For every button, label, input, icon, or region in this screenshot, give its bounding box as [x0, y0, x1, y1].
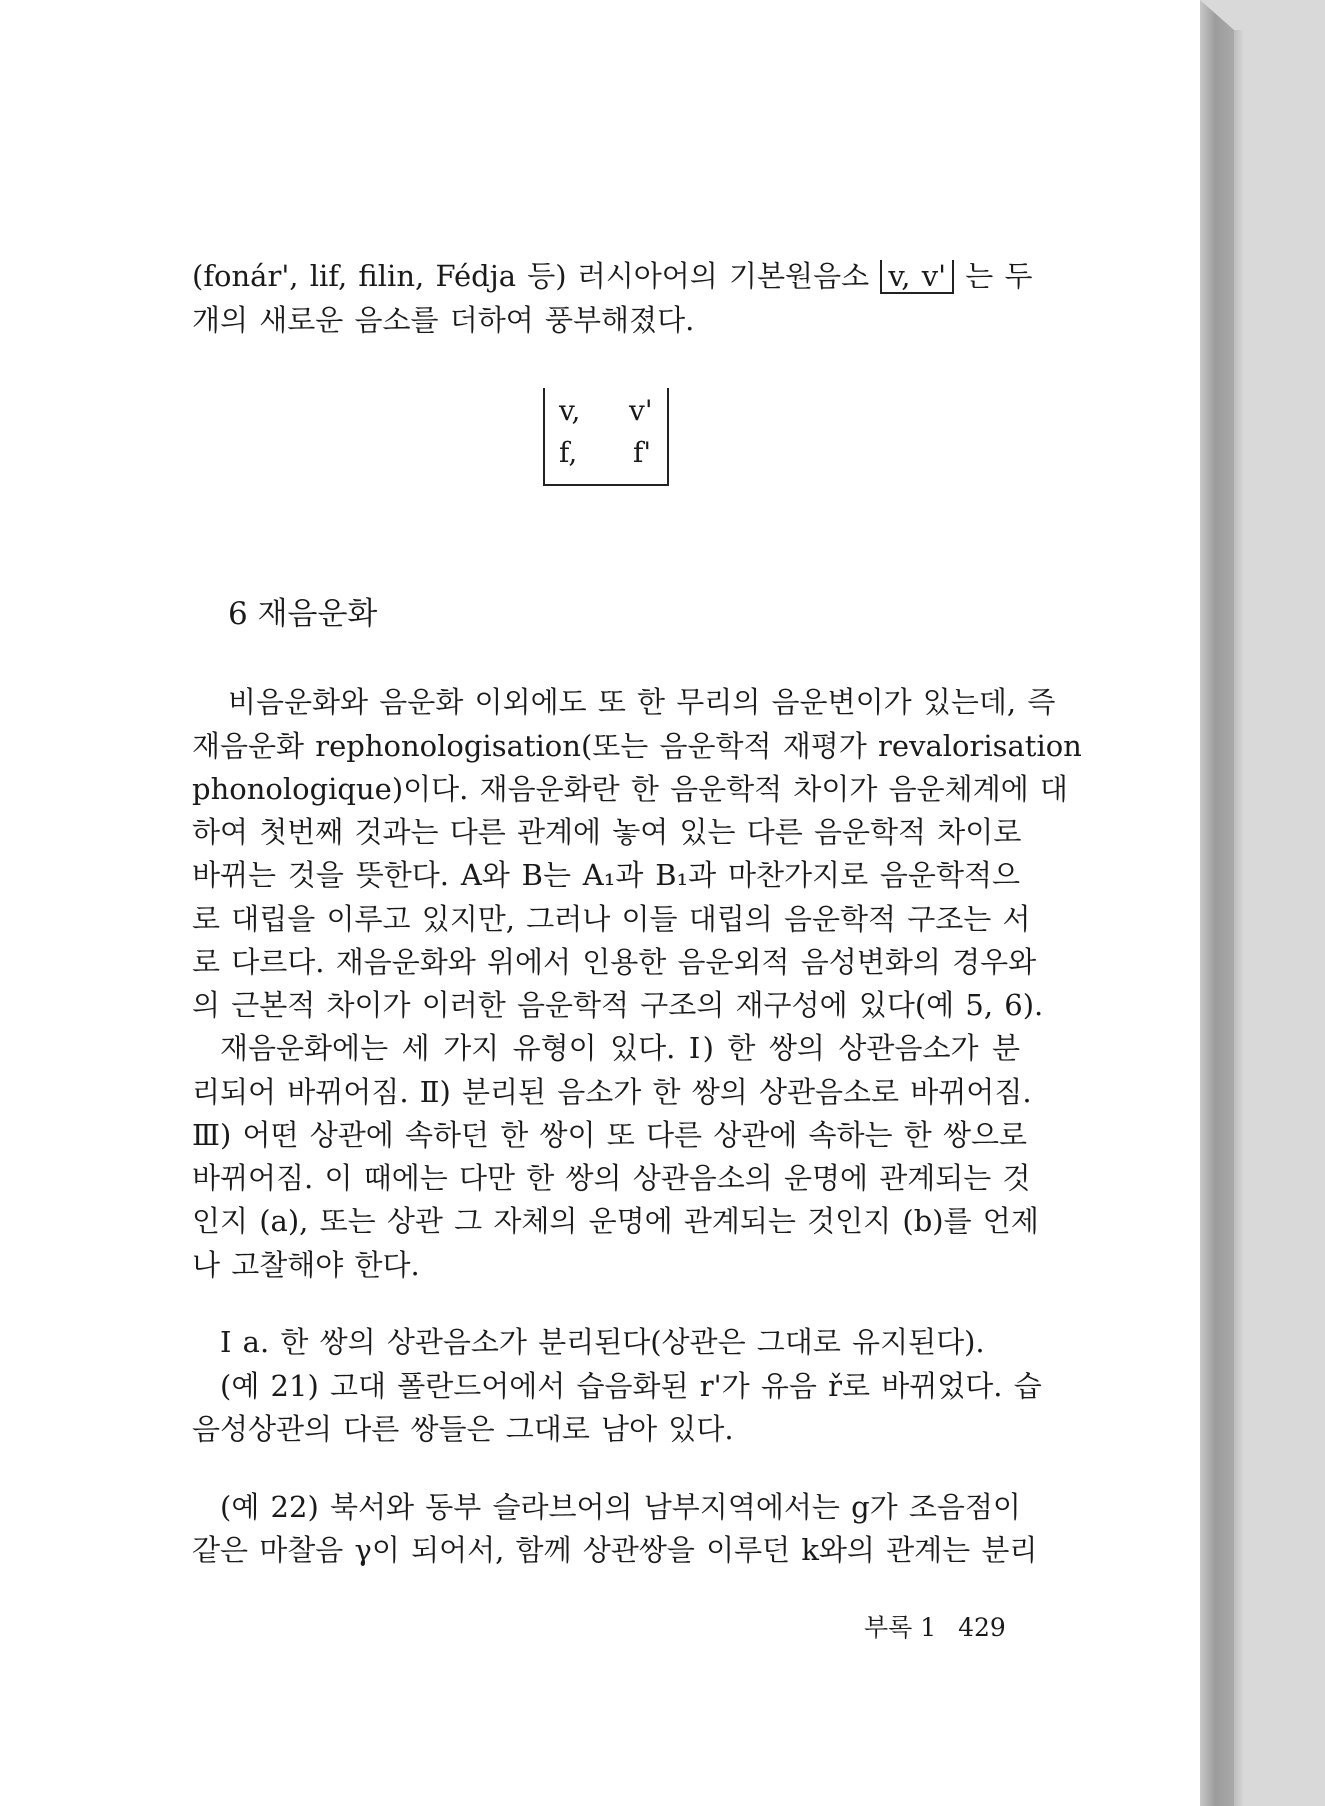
page-number: 429 [958, 1613, 1006, 1642]
figure-f-prime: f' [633, 436, 652, 469]
intro-text-before-box: (fonár', lif, filin, Fédja 등) 러시아어의 기본원음소 [192, 259, 870, 293]
para1-line: phonologique)이다. 재음운화란 한 음운학적 차이가 음운체계에 대 [192, 772, 1068, 806]
figure-f: f, [559, 436, 578, 469]
para2-line: 인지 (a), 또는 상관 그 자체의 운명에 관계되는 것인지 (b)를 언제 [192, 1204, 1039, 1238]
intro-boxed-phonemes: v, v' [880, 260, 954, 294]
para2-line: Ⅲ) 어떤 상관에 속하던 한 쌍이 또 다른 상관에 속하는 한 쌍으로 [192, 1118, 1028, 1152]
footer-section: 부록 1 [864, 1613, 937, 1642]
section-heading: 6 재음운화 [228, 596, 378, 632]
example22-line: 같은 마찰음 γ이 되어서, 함께 상관쌍을 이루던 k와의 관계는 분리 [192, 1533, 1038, 1567]
para2-line: 재음운화에는 세 가지 유형이 있다. Ⅰ) 한 쌍의 상관음소가 분 [220, 1031, 1020, 1065]
para1-line: 로 대립을 이루고 있지만, 그러나 이들 대립의 음운학적 구조는 서 [192, 902, 1031, 936]
example21-line: (예 21) 고대 폴란드어에서 습음화된 r'가 유음 ř로 바뀌었다. 습 [220, 1369, 1042, 1403]
intro-text-after-box: 는 두 [965, 259, 1033, 293]
intro-line-2: 개의 새로운 음소를 더하여 풍부해졌다. [192, 303, 695, 337]
para2-line: 리되어 바뀌어짐. Ⅱ) 분리된 음소가 한 쌍의 상관음소로 바뀌어짐. [192, 1075, 1032, 1109]
para1-line: 바뀌는 것을 뜻한다. A와 B는 A₁과 B₁과 마찬가지로 음운학적으 [192, 858, 1020, 892]
figure-v: v, [559, 394, 581, 427]
page-edge-shadow [1234, 30, 1244, 1806]
para1-line: 로 다르다. 재음운화와 위에서 인용한 음운외적 음성변화의 경우와 [192, 945, 1037, 979]
para1-line: 의 근본적 차이가 이러한 음운학적 구조의 재구성에 있다(예 5, 6). [192, 988, 1044, 1022]
phoneme-figure-box [543, 388, 669, 486]
example22-line: (예 22) 북서와 동부 슬라브어의 남부지역에서는 g가 조음점이 [220, 1490, 1021, 1524]
intro-line-1 [192, 254, 1033, 298]
para1-line: 재음운화 rephonologisation(또는 음운학적 재평가 revalorisation [192, 729, 1082, 763]
figure-v-prime: v' [629, 394, 653, 427]
item-ia: Ⅰ a. 한 쌍의 상관음소가 분리된다(상관은 그대로 유지된다). [220, 1325, 985, 1359]
example21-line: 음성상관의 다른 쌍들은 그대로 남아 있다. [192, 1412, 734, 1446]
para1-line: 하여 첫번째 것과는 다른 관계에 놓여 있는 다른 음운학적 차이로 [192, 815, 1022, 849]
page-edge [1200, 0, 1234, 1806]
para2-line: 바뀌어짐. 이 때에는 다만 한 쌍의 상관음소의 운명에 관계되는 것 [192, 1161, 1031, 1195]
para2-line: 나 고찰해야 한다. [192, 1248, 420, 1282]
page-footer [864, 1608, 1006, 1644]
para1-line: 비음운화와 음운화 이외에도 또 한 무리의 음운변이가 있는데, 즉 [228, 685, 1056, 719]
